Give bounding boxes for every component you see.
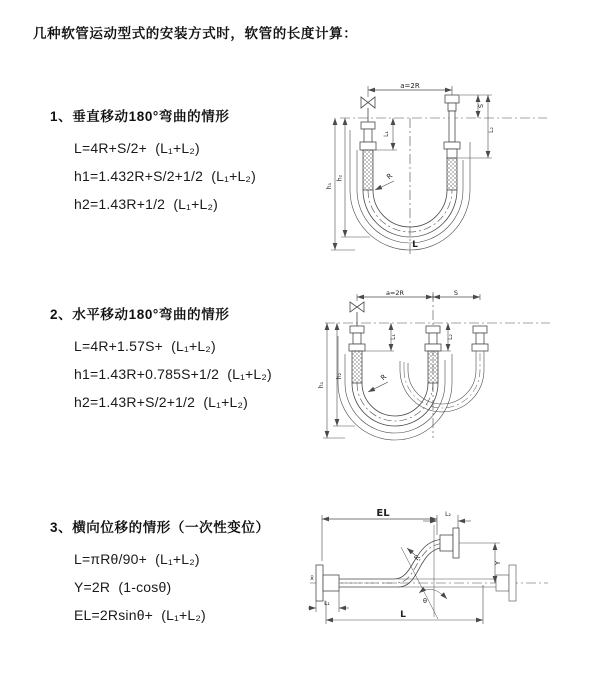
page-title: 几种软管运动型式的安装方式时，软管的长度计算： [33,26,358,41]
dim-label-h1: h₁ [318,381,325,389]
valve-symbol [350,302,364,312]
dim-label-s: S [453,289,459,297]
dim-label-l: L [400,610,406,620]
flange [473,326,487,333]
phantom-connector [496,575,509,591]
formula-line: h1=1.432R+S/2+1/2 (L₁+L₂) [74,168,256,184]
formula-line: EL=2Rsinθ+ (L₁+L₂) [74,607,206,623]
valve-symbol [361,97,375,108]
flange [445,95,459,103]
dim-label-l: L [412,240,418,250]
flange [453,528,459,558]
section-vertical-movement [50,108,256,218]
dim-label-h2: h₂ [336,174,344,182]
flange [349,344,365,351]
phantom-flange [509,565,516,601]
dim-label-h1: h₁ [326,182,333,190]
dim-label-l1: L₁ [383,131,390,137]
diagram-horizontal-180-bend [315,288,580,443]
flange [425,344,441,351]
dim-label-el: EL [376,508,390,519]
flange [444,142,460,149]
formula-line: h2=1.43R+S/2+1/2 (L₁+L₂) [74,394,248,410]
braided-hose [363,150,373,190]
dim-label-l2: L₂ [445,511,451,518]
section-heading: 2、水平移动180°弯曲的情形 [50,307,230,322]
flange [360,142,376,150]
diagram-vertical-180-bend [315,78,585,258]
formula-line: L=4R+S/2+ (L₁+L₂) [74,140,200,156]
formula-list [50,332,272,416]
flange [361,122,375,129]
formula-list [50,545,270,629]
dim-label-theta: θ [423,597,427,605]
dim-label-y: Y [494,560,502,566]
dim-label-l1: L₁ [324,600,330,607]
dim-label-a2r: a=2R [385,289,405,297]
braided-hose [428,351,438,383]
formula-line: h2=1.43R+1/2 (L₁+L₂) [74,196,218,212]
section-heading: 3、横向位移的情形（一次性变位） [50,520,270,535]
dim-label-r: R [379,372,389,383]
diagram-lateral-displacement [308,505,585,630]
formula-list [50,134,256,218]
formula-line: Y=2R (1-cosθ) [74,579,172,595]
section-horizontal-movement [50,306,272,416]
section-heading: 1、垂直移动180°弯曲的情形 [50,109,230,124]
connector [440,535,453,551]
dim-label-l1: L₁ [390,334,397,340]
dim-label-r: R [385,171,395,182]
section-lateral-displacement [50,519,270,629]
braided-hose [352,351,362,383]
axis-label-x: x̄ [310,575,314,582]
flange [350,326,364,333]
dim-label-h2: h₂ [336,372,343,380]
dim-label-l2: L₂ [447,334,454,340]
connector [323,575,339,591]
flange [316,565,323,601]
flange [426,326,440,333]
dim-label-r: R [412,553,423,563]
formula-line: L=πRθ/90+ (L₁+L₂) [74,551,200,567]
dim-label-l2: L₂ [488,127,495,133]
braided-hose [447,158,457,190]
flange [472,344,488,351]
dim-label-s: S [477,103,485,109]
formula-line: L=4R+1.57S+ (L₁+L₂) [74,338,216,354]
formula-line: h1=1.43R+0.785S+1/2 (L₁+L₂) [74,366,272,382]
dim-label-a2r: a=2R [400,82,420,90]
